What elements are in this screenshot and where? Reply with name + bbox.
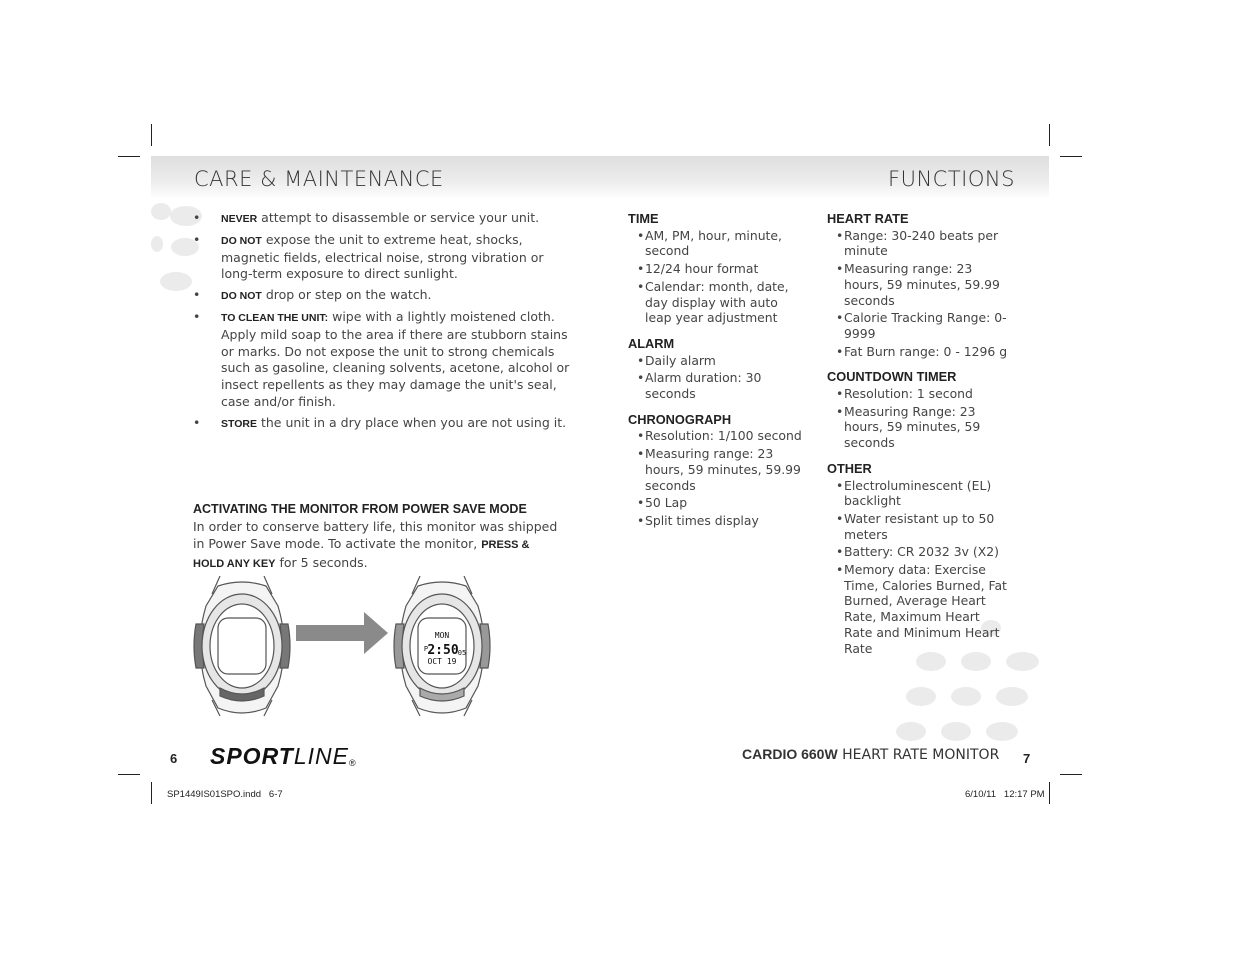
list-item-text: Water resistant up to 50 meters [844,510,995,542]
list-item-text: Split times display [645,512,759,528]
list-item [637,353,806,369]
care-item [193,287,571,305]
care-item-lead: TO CLEAN THE UNIT: [221,311,329,324]
watch-ampm: P [423,645,429,653]
bullet: • [193,231,201,247]
bullet: • [637,428,645,444]
bullet: • [193,308,201,324]
section-list [628,428,806,528]
list-item [637,495,806,511]
list-item-text: Alarm duration: 30 seconds [645,370,762,402]
bullet: • [637,370,645,386]
watch-date: OCT 19 [427,657,457,666]
section-heading-countdown-timer: COUNTDOWN TIMER [827,369,957,385]
bullet: • [193,414,201,430]
crop-mark [1049,782,1050,804]
list-item [836,344,1011,360]
arrow-icon [296,612,388,654]
list-item-text: Daily alarm [645,352,716,368]
right-page-title: FUNCTIONS [888,167,1015,191]
functions-column-2 [827,211,1011,658]
crop-mark [1060,774,1082,775]
bullet: • [836,562,844,578]
list-item-text: Range: 30-240 beats per minute [844,227,999,259]
crop-mark [1049,124,1050,146]
list-item [836,261,1011,308]
list-item-text: Resolution: 1 second [844,386,973,402]
care-item-text: attempt to disassemble or service your unit. [257,210,540,225]
footer-model: CARDIO 660W [742,746,838,762]
list-item [637,446,806,493]
section-heading-alarm: ALARM [628,335,675,351]
footer-product-name [742,746,999,763]
list-item [836,386,1011,402]
section-heading-heart-rate: HEART RATE [827,211,909,226]
care-item-text: drop or step on the watch. [261,287,432,303]
list-item [637,370,806,401]
list-item-text: Resolution: 1/100 second [645,428,802,444]
bullet: • [836,510,844,526]
section-list [628,353,806,402]
logo-registered: ® [348,758,356,768]
list-item-text: Memory data: Exercise Time, Calories Burned, Fat Burned, Average Heart Rate, Maximum Heart Rate and Minimum Heart Rate [844,562,1007,656]
list-item [637,279,806,326]
list-item-text: 50 Lap [645,495,688,511]
care-list [193,210,571,437]
list-item [836,562,1011,656]
bullet: • [637,512,645,528]
care-item-text: the unit in a dry place when you are not using it. [256,414,567,430]
activate-emphasis: PRESS & HOLD ANY KEY [193,539,530,570]
bullet: • [637,446,645,462]
care-item [193,210,571,228]
care-item [193,232,571,283]
care-item-lead: STORE [221,417,257,430]
list-item [836,511,1011,542]
bullet: • [637,261,645,277]
care-item [193,415,571,433]
list-item-text: Measuring Range: 23 hours, 59 minutes, 59 seconds [844,403,981,451]
bullet: • [836,310,844,326]
activate-heading: ACTIVATING THE MONITOR FROM POWER SAVE MODE [193,502,527,516]
bullet: • [836,227,844,243]
list-item-text: AM, PM, hour, minute, second [645,227,782,259]
crop-mark [118,156,140,157]
sportline-logo [210,743,356,767]
care-item [193,309,571,411]
list-item [836,544,1011,560]
functions-column-1 [628,211,806,531]
list-item [637,228,806,259]
watch-illustration [190,576,505,720]
bullet: • [836,261,844,277]
bullet: • [637,352,645,368]
activate-paragraph [193,518,563,573]
logo-secondary: LINE [293,743,349,769]
watch-blank [194,576,290,716]
logo-main: SPORT [210,743,294,769]
list-item [836,478,1011,509]
watch-time: 2:50 [427,643,459,658]
section-heading-other: OTHER [827,460,872,476]
list-item-text: Measuring range: 23 hours, 59 minutes, 59.99 seconds [645,446,801,493]
crop-mark [151,782,152,804]
bullet: • [193,287,201,303]
crop-mark [151,124,152,146]
crop-mark [1060,156,1082,157]
list-item-text: Fat Burn range: 0 - 1296 g [844,343,1008,359]
list-item [836,228,1011,259]
care-item-lead: NEVER [221,213,258,225]
bullet: • [836,403,844,419]
section-list [827,386,1011,451]
watch-day: MON [434,631,450,640]
list-item-text: Calendar: month, date, day display with auto leap year adjustment [645,278,789,326]
left-page-title: CARE & MAINTENANCE [194,167,444,191]
section-list [827,228,1011,360]
page-number-left: 6 [170,751,178,766]
bullet: • [637,495,645,511]
footer-product: HEART RATE MONITOR [837,747,1000,763]
bullet: • [637,227,645,243]
list-item-text: 12/24 hour format [645,261,759,277]
slug-filename: SP1449IS01SPO.indd 6-7 [167,789,283,800]
care-item-lead: DO NOT [221,290,262,303]
section-list [628,228,806,326]
care-item-lead: DO NOT [221,234,262,247]
crop-mark [118,774,140,775]
activate-text: In order to conserve battery life, this monitor was shipped in Power Save mode. To activate the monitor, [193,519,558,551]
list-item-text: Measuring range: 23 hours, 59 minutes, 59.99 seconds [844,261,1000,308]
activate-text-end: for 5 seconds. [275,555,368,570]
bullet: • [193,210,201,225]
watch-seconds: 05 [457,649,467,657]
bullet: • [836,544,844,560]
section-heading-time: TIME [628,211,659,226]
care-item-text: wipe with a lightly moistened cloth. Apply mild soap to the area if there are stubborn stains or marks. Do not expose the unit to strong chemicals such as gasoline, cleaning solvents, acetone, alcohol or insect repellents as they may damage the unit's seal, case and/or finish. [221,308,570,409]
list-item [637,261,806,277]
list-item-text: Calorie Tracking Range: 0-9999 [844,310,1007,341]
list-item [637,513,806,529]
bullet: • [637,278,645,294]
section-heading-chronograph: CHRONOGRAPH [628,411,732,427]
list-item [637,428,806,444]
slug-datetime: 6/10/11 12:17 PM [965,789,1045,800]
bullet: • [836,386,844,402]
list-item [836,404,1011,451]
bullet: • [836,343,844,359]
bullet: • [836,477,844,493]
list-item [836,310,1011,341]
list-item-text: Electroluminescent (EL) backlight [844,477,992,509]
section-list [827,478,1011,657]
list-item-text: Battery: CR 2032 3v (X2) [844,544,999,560]
page-number-right: 7 [1023,751,1031,766]
care-item-text: expose the unit to extreme heat, shocks, magnetic fields, electrical noise, strong vibration or long-term exposure to direct sunlight. [221,231,544,282]
activate-section [193,501,563,573]
